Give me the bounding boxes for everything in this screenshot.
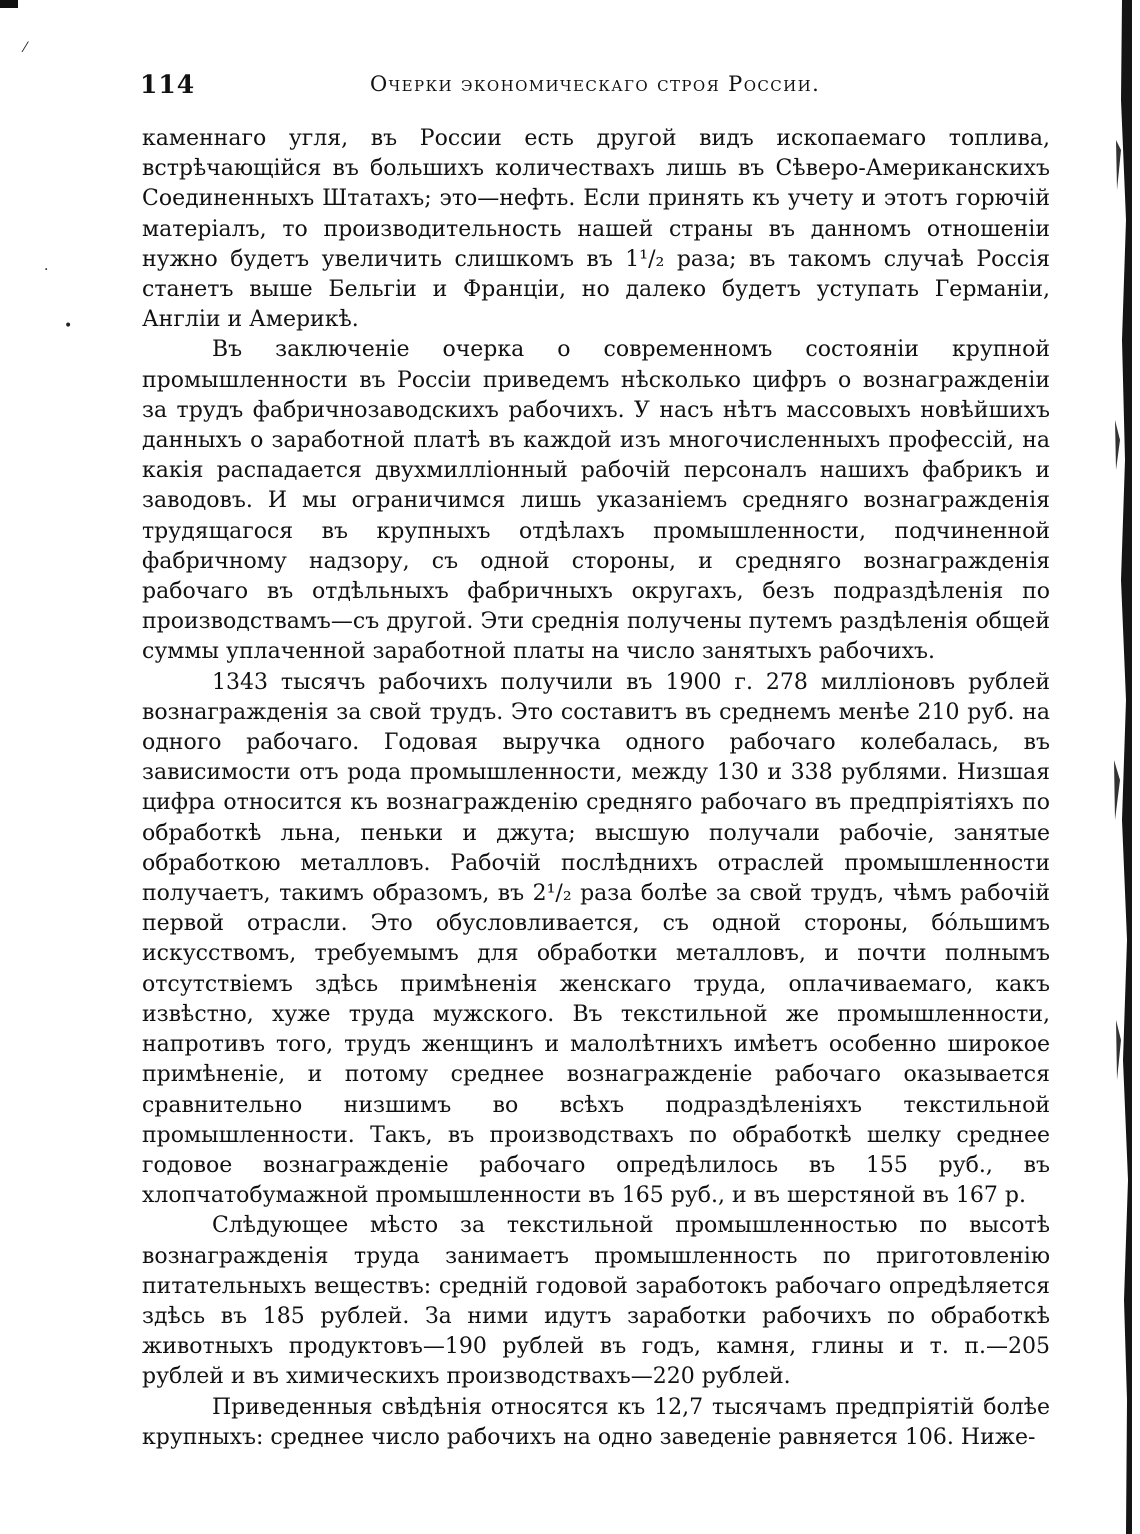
page-header [140, 70, 1050, 110]
body-text [142, 124, 1050, 1453]
scan-edge-top [0, 0, 18, 8]
page-number: 114 [140, 70, 196, 99]
scan-binding-edge [1112, 0, 1134, 1534]
paragraph: каменнаго угля, въ России есть другой видъ ископаемаго топлива, встрѣчающійся въ большихъ количествахъ лишь въ Сѣверо-Американскихъ Соединенныхъ Штатахъ; это—нефть. Если принять къ учету и этотъ горючій матеріалъ, то производительность нашей страны въ данномъ отношеніи нужно будетъ увеличить слишкомъ въ 1¹/₂ раза; въ такомъ случаѣ Россія станетъ выше Бельгіи и Франціи, но далеко будетъ уступать Германіи, Англіи и Америкѣ. [142, 126, 1050, 333]
paragraph: Приведенныя свѣдѣнія относятся къ 12,7 тысячамъ предпріятій болѣе крупныхъ: среднее число рабочихъ на одно заведеніе равняется 106. Ниже- [142, 1394, 1050, 1450]
scan-speck: • [64, 318, 73, 334]
scan-speck: · [44, 262, 49, 278]
scan-speck: ⁄ [24, 40, 27, 56]
running-title: Очерки экономическаго строя России. [370, 72, 821, 96]
paragraph: Слѣдующее мѣсто за текстильной промышленностью по высотѣ вознагражденія труда занимаетъ промышленность по приготовленію питательныхъ веществъ: средній годовой заработокъ рабочаго опредѣляется здѣсь въ 185 рублей. За ними идутъ заработки рабочихъ по обработкѣ животныхъ продуктовъ—190 рублей въ годъ, камня, глины и т. п.—205 рублей и въ химическихъ производствахъ—220 рублей. [142, 1213, 1050, 1390]
paragraph: Въ заключеніе очерка о современномъ состояніи крупной промышленности въ Россіи приведемъ нѣсколько цифръ о вознагражденіи за трудъ фабричнозаводскихъ рабочихъ. У насъ нѣтъ массовыхъ новѣйшихъ данныхъ о заработной платѣ въ каждой изъ многочисленныхъ профессій, на какія распадается двухмилліонный рабочій персоналъ нашихъ фабрикъ и заводовъ. И мы ограничимся лишь указаніемъ средняго вознагражденія трудящагося въ крупныхъ отдѣлахъ промышленности, подчиненной фабричному надзору, съ одной стороны, и средняго вознагражденія рабочаго въ отдѣльныхъ фабричныхъ округахъ, безъ подраздѣленія по производствамъ—съ другой. Эти среднія получены путемъ раздѣленія общей суммы уплаченной заработной платы на число занятыхъ рабочихъ. [142, 337, 1050, 665]
paragraph: 1343 тысячъ рабочихъ получили въ 1900 г. 278 милліоновъ рублей вознагражденія за свой трудъ. Это составитъ въ среднемъ менѣе 210 руб. на одного рабочаго. Годовая выручка одного рабочаго колебалась, въ зависимости отъ рода промышленности, между 130 и 338 рублями. Низшая цифра относится къ вознагражденію средняго рабочаго въ предпріятіяхъ по обработкѣ льна, пеньки и джута; высшую получали рабочіе, занятые обработкою металловъ. Рабочій послѣднихъ отраслей промышленности получаетъ, такимъ образомъ, въ 2¹/₂ раза болѣе за свой трудъ, чѣмъ рабочій первой отрасли. Это обусловливается, съ одной стороны, бóльшимъ искусствомъ, требуемымъ для обработки металловъ, и почти полнымъ отсутствіемъ здѣсь примѣненія женскаго труда, оплачиваемаго, какъ извѣстно, хуже труда мужского. Въ текстильной же промышленности, напротивъ того, трудъ женщинъ и малолѣтнихъ имѣетъ особенно широкое примѣненіе, и потому среднее вознагражденіе рабочаго оказывается сравнительно низшимъ во всѣхъ подраздѣленіяхъ текстильной промышленности. Такъ, въ производствахъ по обработкѣ шелку среднее годовое вознагражденіе рабочаго опредѣлилось въ 155 руб., въ хлопчатобумажной промышленности въ 165 руб., и въ шерстяной въ 167 р. [142, 669, 1050, 1209]
binding-edge-shape [1112, 0, 1134, 1534]
